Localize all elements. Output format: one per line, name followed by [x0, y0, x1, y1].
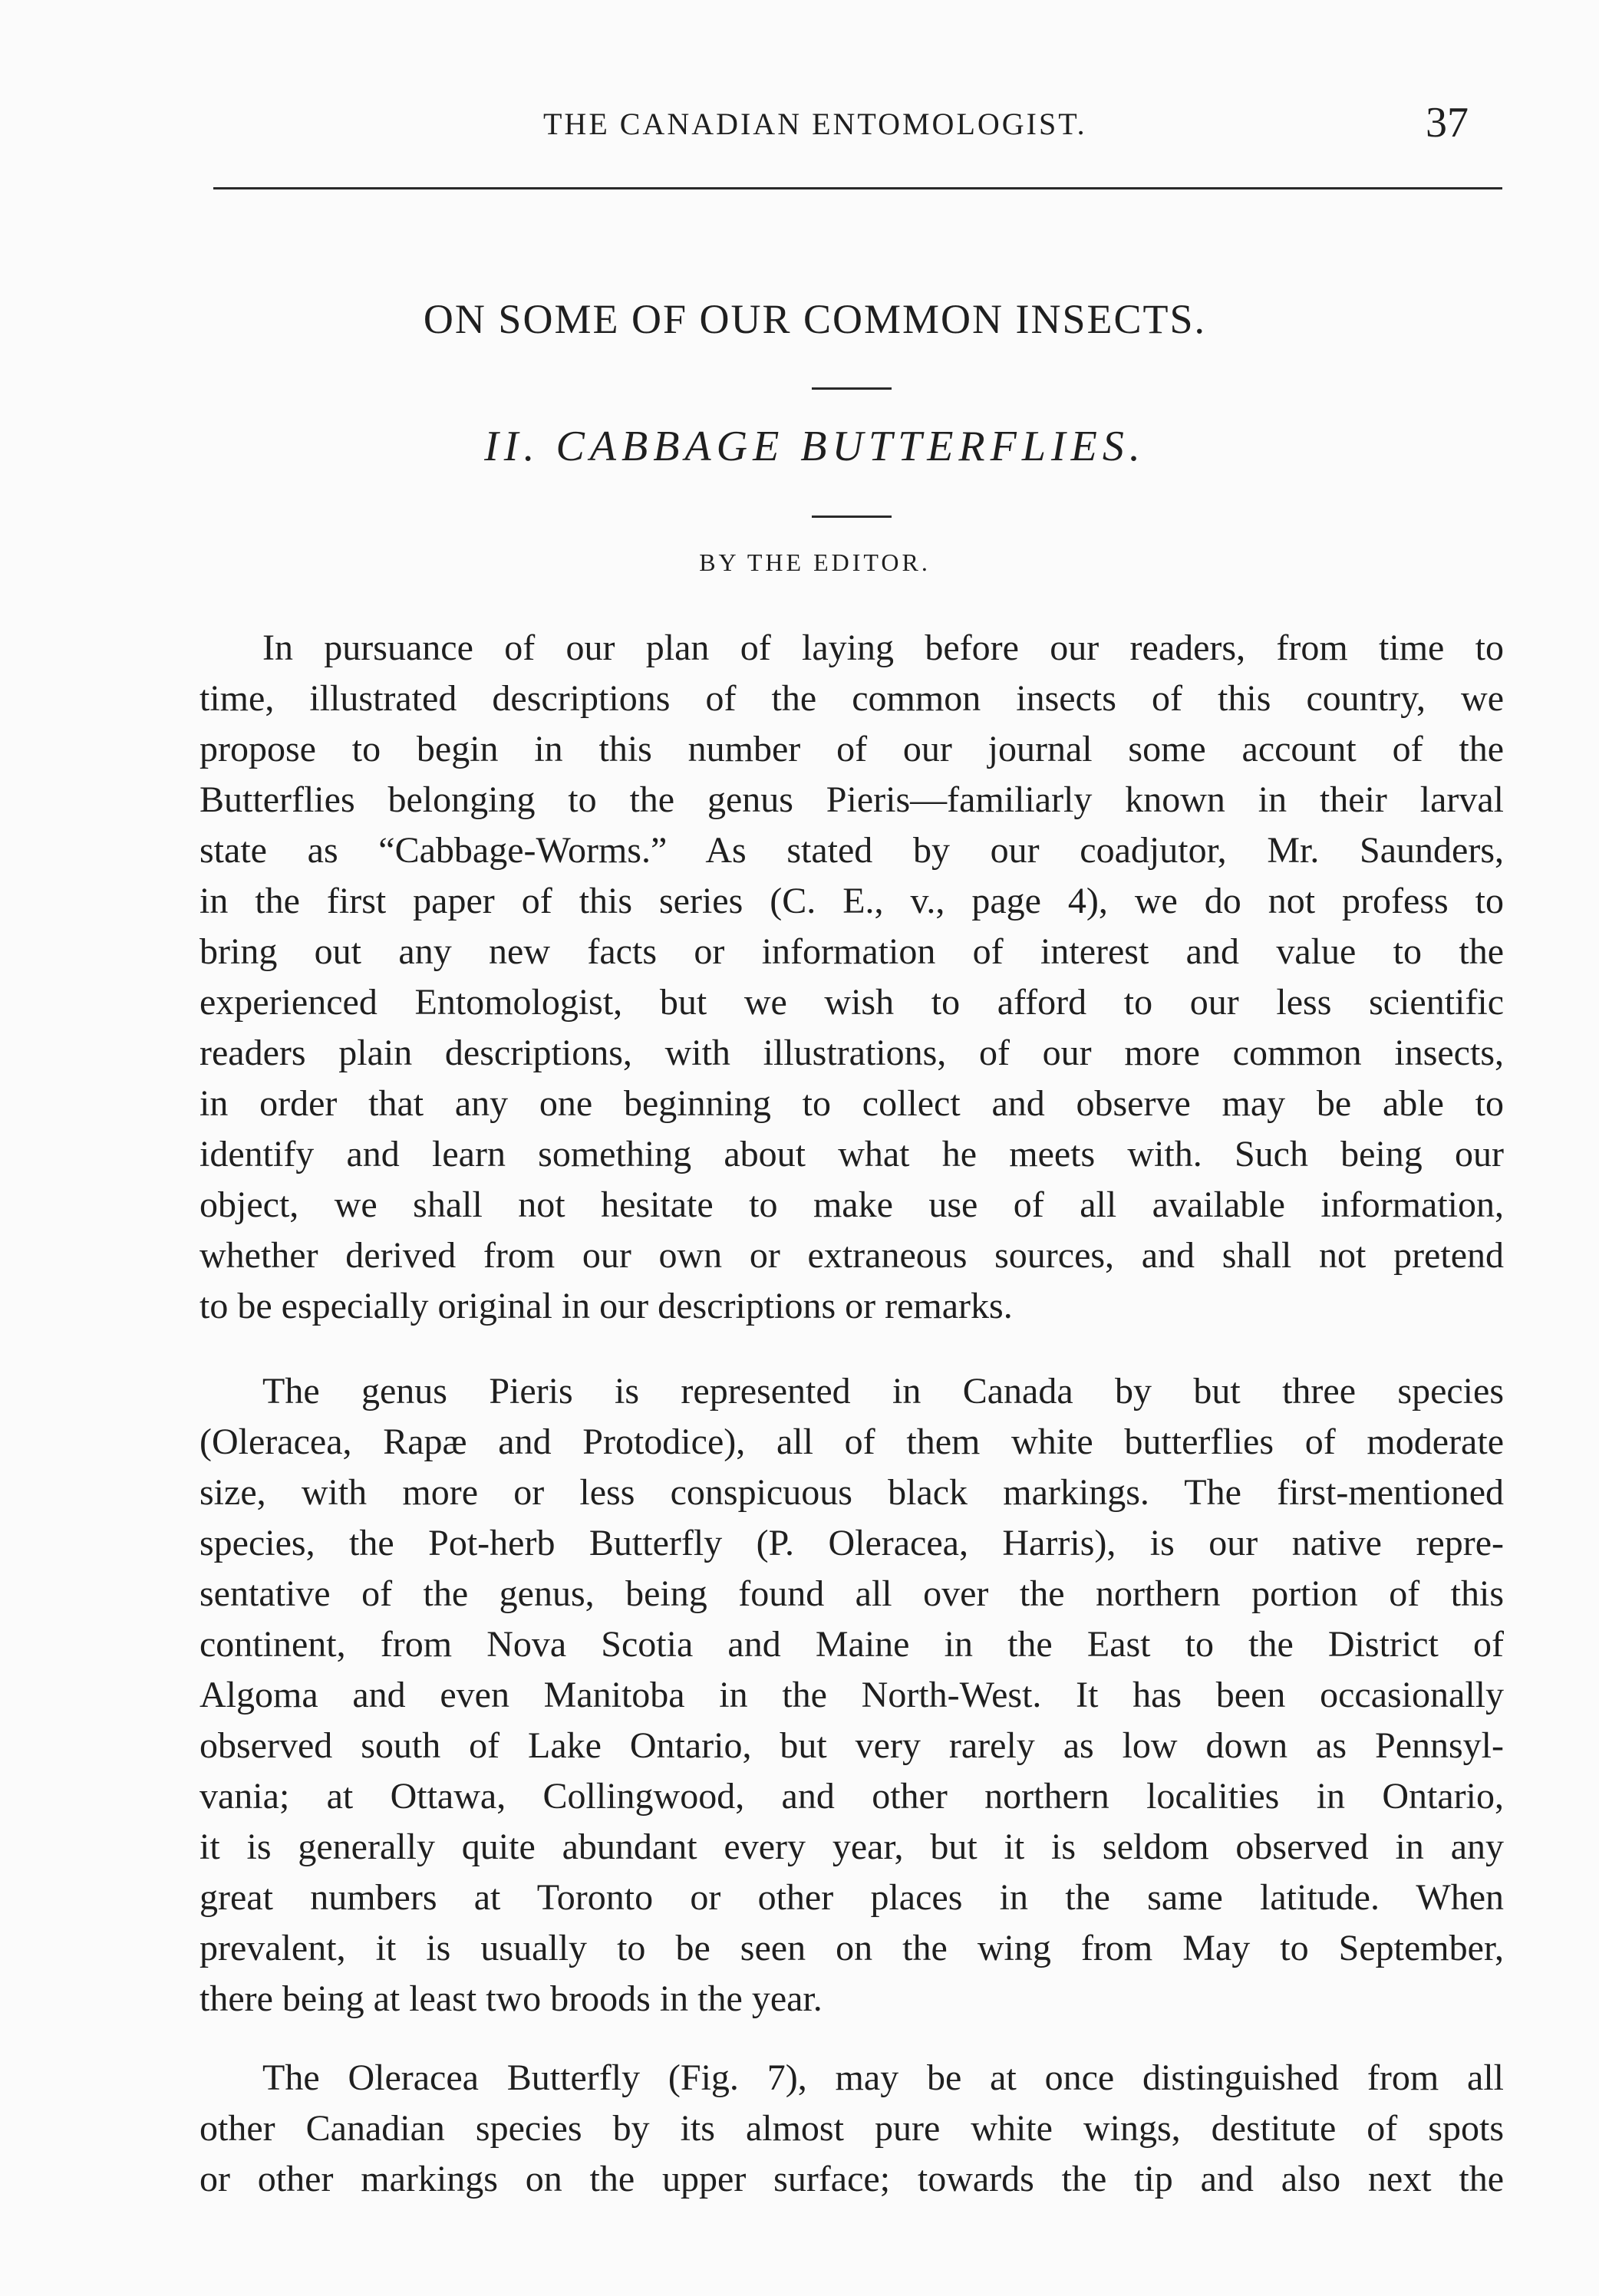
text-line: propose to begin in this number of our journal some account of the — [199, 729, 1504, 769]
paragraph-1 — [199, 623, 1504, 1332]
text-line: to be especially original in our descriptions or remarks. — [199, 1286, 1013, 1326]
text-line: Butterflies belonging to the genus Pieris—familiarly known in their larval — [199, 779, 1504, 820]
article-title: ON SOME OF OUR COMMON INSECTS. — [423, 296, 1207, 342]
paragraph-2 — [199, 1366, 1504, 2024]
paragraph-3 — [199, 2053, 1504, 2205]
page-number: 37 — [1426, 99, 1469, 147]
text-line: species, the Pot-herb Butterfly (P. Oleracea, Harris), is our native repre- — [199, 1523, 1504, 1563]
text-line: whether derived from our own or extraneous sources, and shall not pretend — [199, 1235, 1504, 1276]
text-line: The genus Pieris is represented in Canada by but three species — [262, 1371, 1504, 1412]
text-line: it is generally quite abundant every year, but it is seldom observed in any — [199, 1827, 1504, 1867]
text-line: readers plain descriptions, with illustrations, of our more common insects, — [199, 1033, 1504, 1073]
subtitle-divider — [812, 516, 892, 518]
text-line: sentative of the genus, being found all over the northern portion of this — [199, 1573, 1504, 1614]
text-line: there being at least two broods in the year. — [199, 1978, 823, 2019]
text-line: identify and learn something about what he meets with. Such being our — [199, 1134, 1504, 1174]
text-line: in order that any one beginning to collect and observe may be able to — [199, 1083, 1504, 1124]
title-divider — [812, 387, 892, 390]
text-line: object, we shall not hesitate to make use of all available information, — [199, 1184, 1504, 1225]
text-line: bring out any new facts or information of interest and value to the — [199, 931, 1504, 972]
text-line: Algoma and even Manitoba in the North-West. It has been occasionally — [199, 1675, 1504, 1715]
text-line: in the first paper of this series (C. E., v., page 4), we do not profess to — [199, 881, 1504, 921]
text-line: experienced Entomologist, but we wish to afford to our less scientific — [199, 982, 1504, 1023]
text-line: size, with more or less conspicuous black markings. The first-mentioned — [199, 1472, 1504, 1513]
text-line: other Canadian species by its almost pure white wings, destitute of spots — [199, 2108, 1504, 2149]
article-subtitle: II. CABBAGE BUTTERFLIES. — [484, 423, 1146, 470]
text-line: vania; at Ottawa, Collingwood, and other northern localities in Ontario, — [199, 1776, 1504, 1817]
text-line: (Oleracea, Rapæ and Protodice), all of them white butterflies of moderate — [199, 1421, 1504, 1462]
text-line: The Oleracea Butterfly (Fig. 7), may be at once distinguished from all — [262, 2057, 1504, 2098]
text-line: observed south of Lake Ontario, but very rarely as low down as Pennsyl- — [199, 1725, 1504, 1766]
text-line: state as “Cabbage-Worms.” As stated by our coadjutor, Mr. Saunders, — [199, 830, 1504, 871]
byline: BY THE EDITOR. — [699, 548, 931, 576]
text-line: or other markings on the upper surface; towards the tip and also next the — [199, 2159, 1504, 2199]
text-line: time, illustrated descriptions of the common insects of this country, we — [199, 678, 1504, 719]
text-line: prevalent, it is usually to be seen on the wing from May to September, — [199, 1928, 1504, 1968]
text-line: great numbers at Toronto or other places in the same latitude. When — [199, 1877, 1504, 1918]
text-line: continent, from Nova Scotia and Maine in the East to the District of — [199, 1624, 1504, 1665]
running-head: THE CANADIAN ENTOMOLOGIST. — [543, 107, 1087, 141]
text-line: In pursuance of our plan of laying before our readers, from time to — [262, 628, 1504, 668]
header-rule — [213, 187, 1502, 189]
